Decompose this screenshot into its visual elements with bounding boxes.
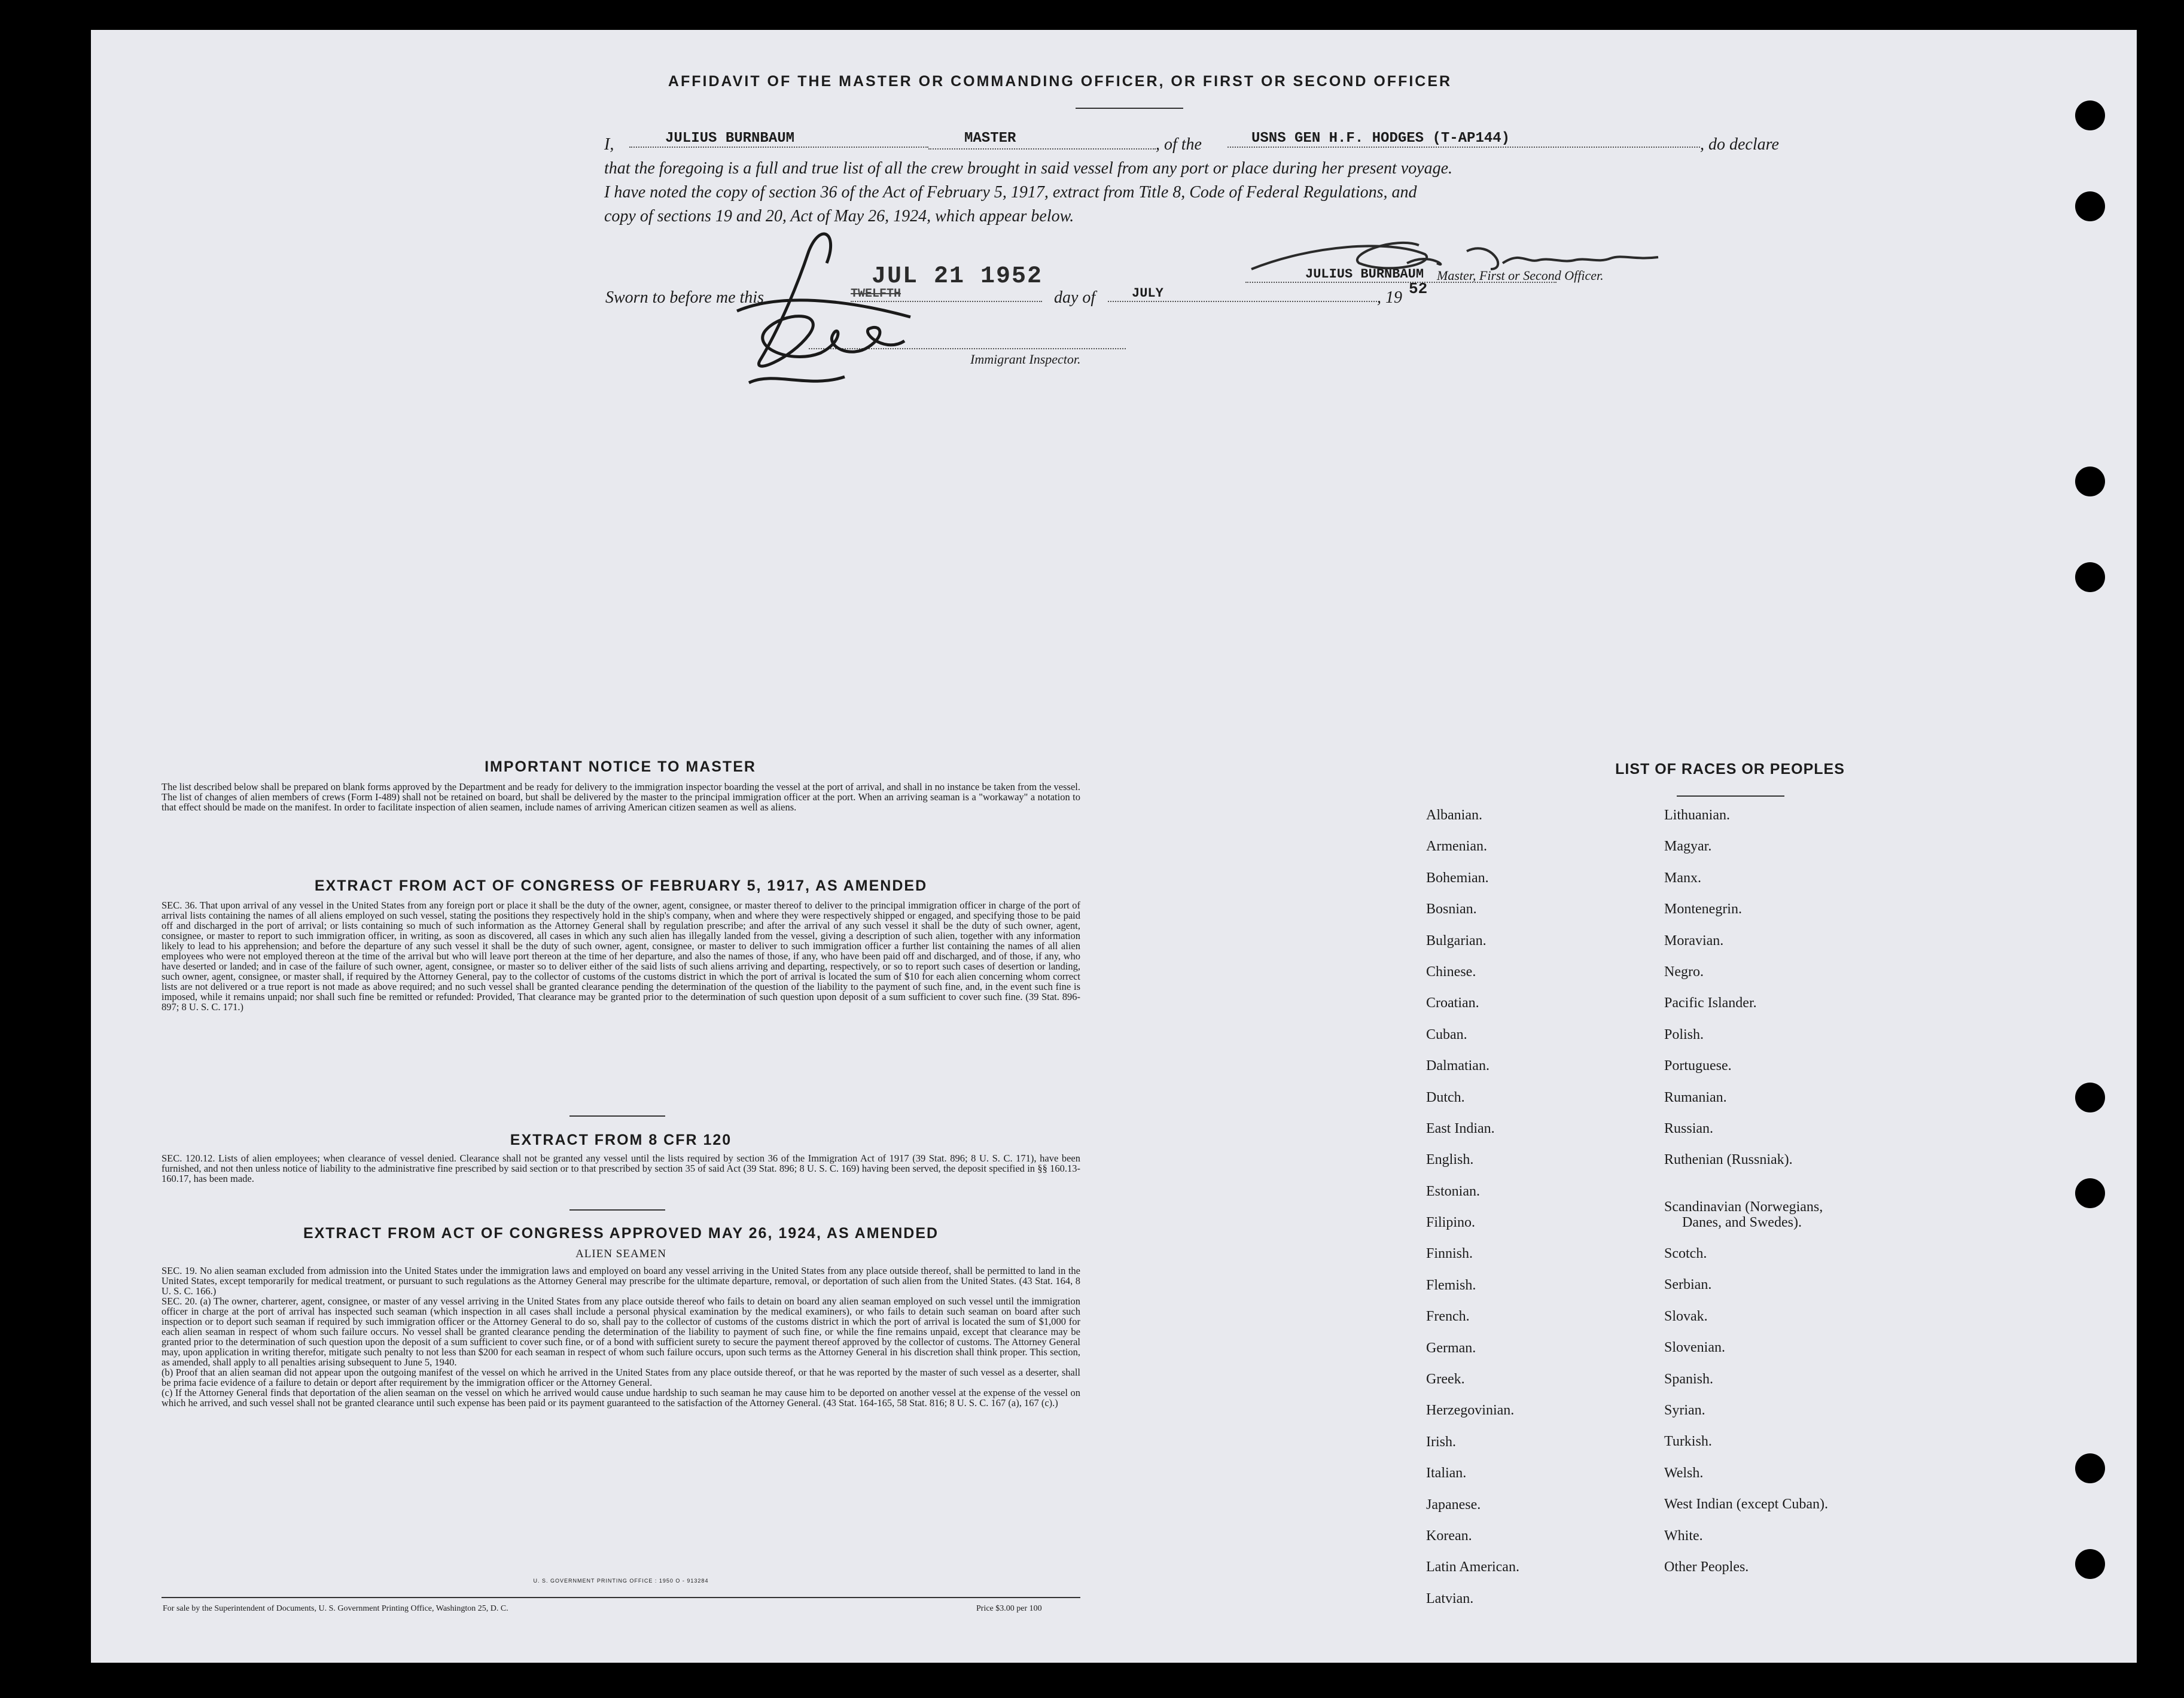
title-rule	[1076, 108, 1183, 109]
race-item: Ruthenian (Russniak).	[1664, 1152, 1793, 1168]
sec-20b: (b) Proof that an alien seaman did not appear upon the outgoing manifest of the vessel on which he arrived in the United States from any place outside thereof, or that he was reported by the master of such vessel as a deserter, shall be prima facie evidence of a failure to detain or deport after requirement by the immigration officer or the Attorney General.	[162, 1367, 1080, 1388]
notice-body: The list described below shall be prepared on blank forms approved by the Department and be ready for delivery to the immigration inspector boarding the vessel at the port of arrival, and shall in no instance be taken from the vessel. The list of changes of alien members of crews (Form I-489) shall not be retained on board, but shall be delivered by the master to the principal immigration officer at the port. When an arriving seaman is a "workaway" a notation to that effect should be made on the manifest. In order to facilitate inspection of alien seamen, include names of arriving American citizen seamen as well as aliens.	[162, 781, 1080, 813]
footer-rule	[162, 1597, 1080, 1598]
races-rule	[1677, 795, 1784, 797]
punch-hole	[2075, 1083, 2105, 1112]
rank-line	[928, 147, 1156, 150]
punch-hole	[2075, 191, 2105, 221]
signer-title: Master, First or Second Officer.	[1437, 268, 1604, 283]
sworn-month: JULY	[1108, 286, 1377, 302]
race-item: West Indian (except Cuban).	[1664, 1496, 1828, 1513]
race-item: Negro.	[1664, 964, 1704, 980]
race-item: White.	[1664, 1528, 1703, 1544]
punch-hole	[2075, 1549, 2105, 1579]
sworn-label: Sworn to before me this	[605, 288, 764, 307]
race-item: Dutch.	[1426, 1089, 1465, 1105]
punch-hole	[2075, 467, 2105, 496]
punch-hole	[2075, 1453, 2105, 1483]
race-item: Croatian.	[1426, 995, 1479, 1011]
race-item: Moravian.	[1664, 932, 1724, 949]
sec-20c: (c) If the Attorney General finds that deportation of the alien seaman on the vessel on which he arrived would cause undue hardship to such seaman he may cause him to be deported on another vessel at the expense of the vessel on which he arrived, and such vessel shall not be granted clearance until such expense has been paid or its payment guaranteed to the satisfaction of the Attorney General. (43 Stat. 164-165, 58 Stat. 816; 8 U. S. C. 167 (a), 167 (c).)	[162, 1387, 1080, 1409]
document-page	[91, 30, 2137, 1663]
race-item: Polish.	[1664, 1026, 1704, 1042]
race-item: Dalmatian.	[1426, 1058, 1489, 1074]
race-item: Albanian.	[1426, 807, 1482, 823]
race-item: Danes, and Swedes).	[1682, 1214, 1802, 1230]
race-item: Montenegrin.	[1664, 901, 1742, 917]
race-item: Rumanian.	[1664, 1089, 1727, 1105]
price-note: Price $3.00 per 100	[976, 1604, 1042, 1613]
sworn-day: TWELFTH	[851, 287, 1042, 302]
race-item: Finnish.	[1426, 1246, 1473, 1262]
extract-cfr-body: SEC. 120.12. Lists of alien employees; when clearance of vessel denied. Clearance shall not be granted any vessel until the lists required by section 36 of the Immigration Act of 1917 (39 Stat. 896; 8 U. S. C. 171), have been furnished, and not then unless notice of liability to the administrative fine prescribed by said section or to that prescribed by section 35 of said Act (39 Stat. 896; 8 U. S. C. 169) having been served, the deposit specified in §§ 160.13-160.17, has been made.	[162, 1153, 1080, 1184]
year-suffix: 52	[1409, 280, 1428, 298]
master-name: JULIUS BURNBAUM	[629, 130, 928, 148]
race-item: Scotch.	[1664, 1246, 1707, 1262]
sec-20a: SEC. 20. (a) The owner, charterer, agent, consignee, or master of any vessel arriving in the United States from any place outside thereof who fails to detain on board any alien seaman employed on such vessel until the immigration officer in charge at the port of arrival has inspected such seaman (which inspection in all cases shall include a personal physical examination by the medical examiners), or who fails to detain such seaman on board after such inspection or to deport such seaman if required by such immigration officer or the Attorney General to do so, shall pay to the collector of customs of the customs district in which the port of arrival is located the sum of $1,000 for each alien seaman in respect of whom such failure occurs. No vessel shall be granted clearance pending the determination of the liability to payment of such fine, or while the fine remains unpaid, except that clearance may be granted prior to the determination of such question upon the deposit of a sum sufficient to cover such fine, or of a bond with sufficient surety to secure the payment thereof approved by the collector of customs. The Attorney General may, upon application in writing therefor, mitigate such penalty to not less than $200 for each seaman in respect of whom such failure occurs, upon such terms as the Attorney General in his discretion shall think proper. This section, as amended, shall apply to all penalties arising subsequent to June 5, 1940.	[162, 1295, 1080, 1368]
sec-19: SEC. 19. No alien seaman excluded from admission into the United States under the immigration laws and employed on board any vessel arriving in the United States from any place outside thereof, shall be permitted to land in the United States, except temporarily for medical treatment, or pursuant to such regulations as the Attorney General may prescribe for the ultimate departure, removal, or deportation of such alien from the United States. (43 Stat. 164, 8 U. S. C. 166.)	[162, 1265, 1080, 1297]
races-column-1	[1426, 807, 1519, 1622]
race-item: East Indian.	[1426, 1120, 1495, 1136]
master-signature	[1239, 227, 1694, 299]
race-item: Slovak.	[1664, 1308, 1708, 1324]
for-sale-note: For sale by the Superintendent of Documents, U. S. Government Printing Office, Washington 25, D. C.	[163, 1604, 508, 1613]
race-item: Other Peoples.	[1664, 1559, 1749, 1575]
race-item: Bosnian.	[1426, 901, 1477, 917]
race-item: Welsh.	[1664, 1465, 1704, 1481]
race-item: Japanese.	[1426, 1496, 1481, 1513]
race-item: Irish.	[1426, 1434, 1456, 1450]
race-item: Scandinavian (Norwegians,	[1664, 1199, 1823, 1215]
race-item: Korean.	[1426, 1528, 1472, 1544]
punch-hole	[2075, 1178, 2105, 1208]
race-item: Italian.	[1426, 1465, 1467, 1481]
race-item: German.	[1426, 1340, 1476, 1356]
year-prefix: , 19	[1377, 288, 1402, 307]
affidavit-line-4: copy of sections 19 and 20, Act of May 26, 1924, which appear below.	[604, 207, 1074, 225]
races-heading: LIST OF RACES OR PEOPLES	[1615, 761, 1845, 778]
race-item: Spanish.	[1664, 1371, 1714, 1387]
affidavit-line-3: I have noted the copy of section 36 of the Act of February 5, 1917, extract from Title 8, Code of Federal Regulations, and	[604, 183, 1417, 202]
race-item: Pacific Islander.	[1664, 995, 1757, 1011]
section-rule	[569, 1115, 665, 1117]
race-item: Manx.	[1664, 870, 1701, 886]
section-rule	[569, 1209, 665, 1211]
race-item: Latin American.	[1426, 1559, 1519, 1575]
extract-1924-body	[162, 1266, 1080, 1408]
printing-office-imprint: U. S. GOVERNMENT PRINTING OFFICE : 1950 O - 913284	[533, 1578, 709, 1584]
race-item: Slovenian.	[1664, 1340, 1725, 1356]
of-the-label: , of the	[1156, 135, 1202, 154]
race-item: Bulgarian.	[1426, 932, 1487, 949]
extract-1924-heading: EXTRACT FROM ACT OF CONGRESS APPROVED MAY 26, 1924, AS AMENDED	[303, 1225, 939, 1242]
race-item: French.	[1426, 1309, 1470, 1325]
affidavit-line-2: that the foregoing is a full and true list of all the crew brought in said vessel from any port or place during her present voyage.	[604, 159, 1453, 178]
inspector-signature	[689, 209, 1024, 413]
race-item: Flemish.	[1426, 1277, 1476, 1293]
race-item: Lithuanian.	[1664, 807, 1730, 823]
race-item: Russian.	[1664, 1120, 1714, 1136]
race-item: Bohemian.	[1426, 870, 1489, 886]
do-declare-label: , do declare	[1700, 135, 1779, 154]
punch-hole	[2075, 100, 2105, 130]
race-item: Estonian.	[1426, 1183, 1480, 1199]
day-of-label: day of	[1054, 288, 1096, 307]
race-item: Armenian.	[1426, 839, 1487, 855]
race-item: Turkish.	[1664, 1434, 1712, 1450]
affidavit-title: AFFIDAVIT OF THE MASTER OR COMMANDING OFFICER, OR FIRST OR SECOND OFFICER	[668, 73, 1452, 90]
vessel-name: USNS GEN H.F. HODGES (T-AP144)	[1227, 130, 1700, 148]
race-item: Portuguese.	[1664, 1058, 1732, 1074]
date-stamp: JUL 21 1952	[872, 263, 1043, 290]
notice-heading: IMPORTANT NOTICE TO MASTER	[485, 758, 756, 775]
race-item: Magyar.	[1664, 839, 1712, 855]
race-item: Latvian.	[1426, 1590, 1474, 1606]
alien-seamen-subheading: ALIEN SEAMEN	[575, 1248, 666, 1260]
extract-cfr-heading: EXTRACT FROM 8 CFR 120	[510, 1132, 732, 1148]
race-item: Serbian.	[1664, 1277, 1712, 1293]
race-item: Herzegovinian.	[1426, 1403, 1515, 1419]
race-item: Syrian.	[1664, 1403, 1705, 1419]
inspector-label: Immigrant Inspector.	[970, 352, 1081, 367]
signer-name: JULIUS BURNBAUM	[1245, 267, 1556, 283]
master-rank: MASTER	[964, 130, 1016, 147]
race-item: Filipino.	[1426, 1215, 1476, 1231]
races-column-2	[1664, 807, 1828, 1590]
race-item: Greek.	[1426, 1371, 1465, 1388]
race-item: Chinese.	[1426, 964, 1476, 980]
extract-1917-body: SEC. 36. That upon arrival of any vessel in the United States from any foreign port or place it shall be the duty of the owner, agent, consignee, or master thereof to deliver to the principal immigration officer in charge of the port of arrival lists containing the names of all aliens employed on such vessel, stating the positions they respectively hold in the ship's company, when and where they were respectively shipped or engaged, and specifying those to be paid off and discharged in the port of arrival; or lists containing so much of such information as the Attorney General shall by regulation prescribe; and after the arrival of any such vessel it shall be the duty of such owner, agent, consignee, or master to report to such immigration officer, in writing, as soon as discovered, all cases in which any such alien has illegally landed from the vessel, giving a description of such alien, together with any information likely to lead to his apprehension; and before the departure of any such vessel it shall be the duty of such owner, agent, consignee, or master to deliver to such immigration officer a further list containing the names of all alien employees who were not employed thereon at the time of the arrival but who will leave port thereon at the time of her departure, and also the names of those, if any, who have been paid off and discharged, and of those, if any, who have deserted or landed; and in case of the failure of such owner, agent, consignee, or master so to deliver either of the said lists of such aliens arriving and departing, respectively, or so to report such cases of desertion or landing, such owner, agent, consignee, or master shall, if required by the Attorney General, pay to the collector of customs of the customs district in which the port of arrival is located the sum of $10 for each alien concerning whom correct lists are not delivered or a true report is not made as above required; and no such vessel shall be granted clearance pending the determination of the question of the liability to the payment of such fine, and, in the event such fine is imposed, while it remains unpaid; nor shall such fine be remitted or refunded: Provided, That clearance may be granted prior to the determination of such question upon deposit of a sum sufficient to cover such fine. (39 Stat. 896-897; 8 U. S. C. 171.)	[162, 900, 1080, 1013]
extract-1917-heading: EXTRACT FROM ACT OF CONGRESS OF FEBRUARY 5, 1917, AS AMENDED	[314, 877, 928, 894]
race-item: English.	[1426, 1152, 1474, 1168]
race-item: Cuban.	[1426, 1026, 1467, 1042]
affidavit-pronoun: I,	[604, 135, 614, 154]
punch-hole	[2075, 562, 2105, 592]
